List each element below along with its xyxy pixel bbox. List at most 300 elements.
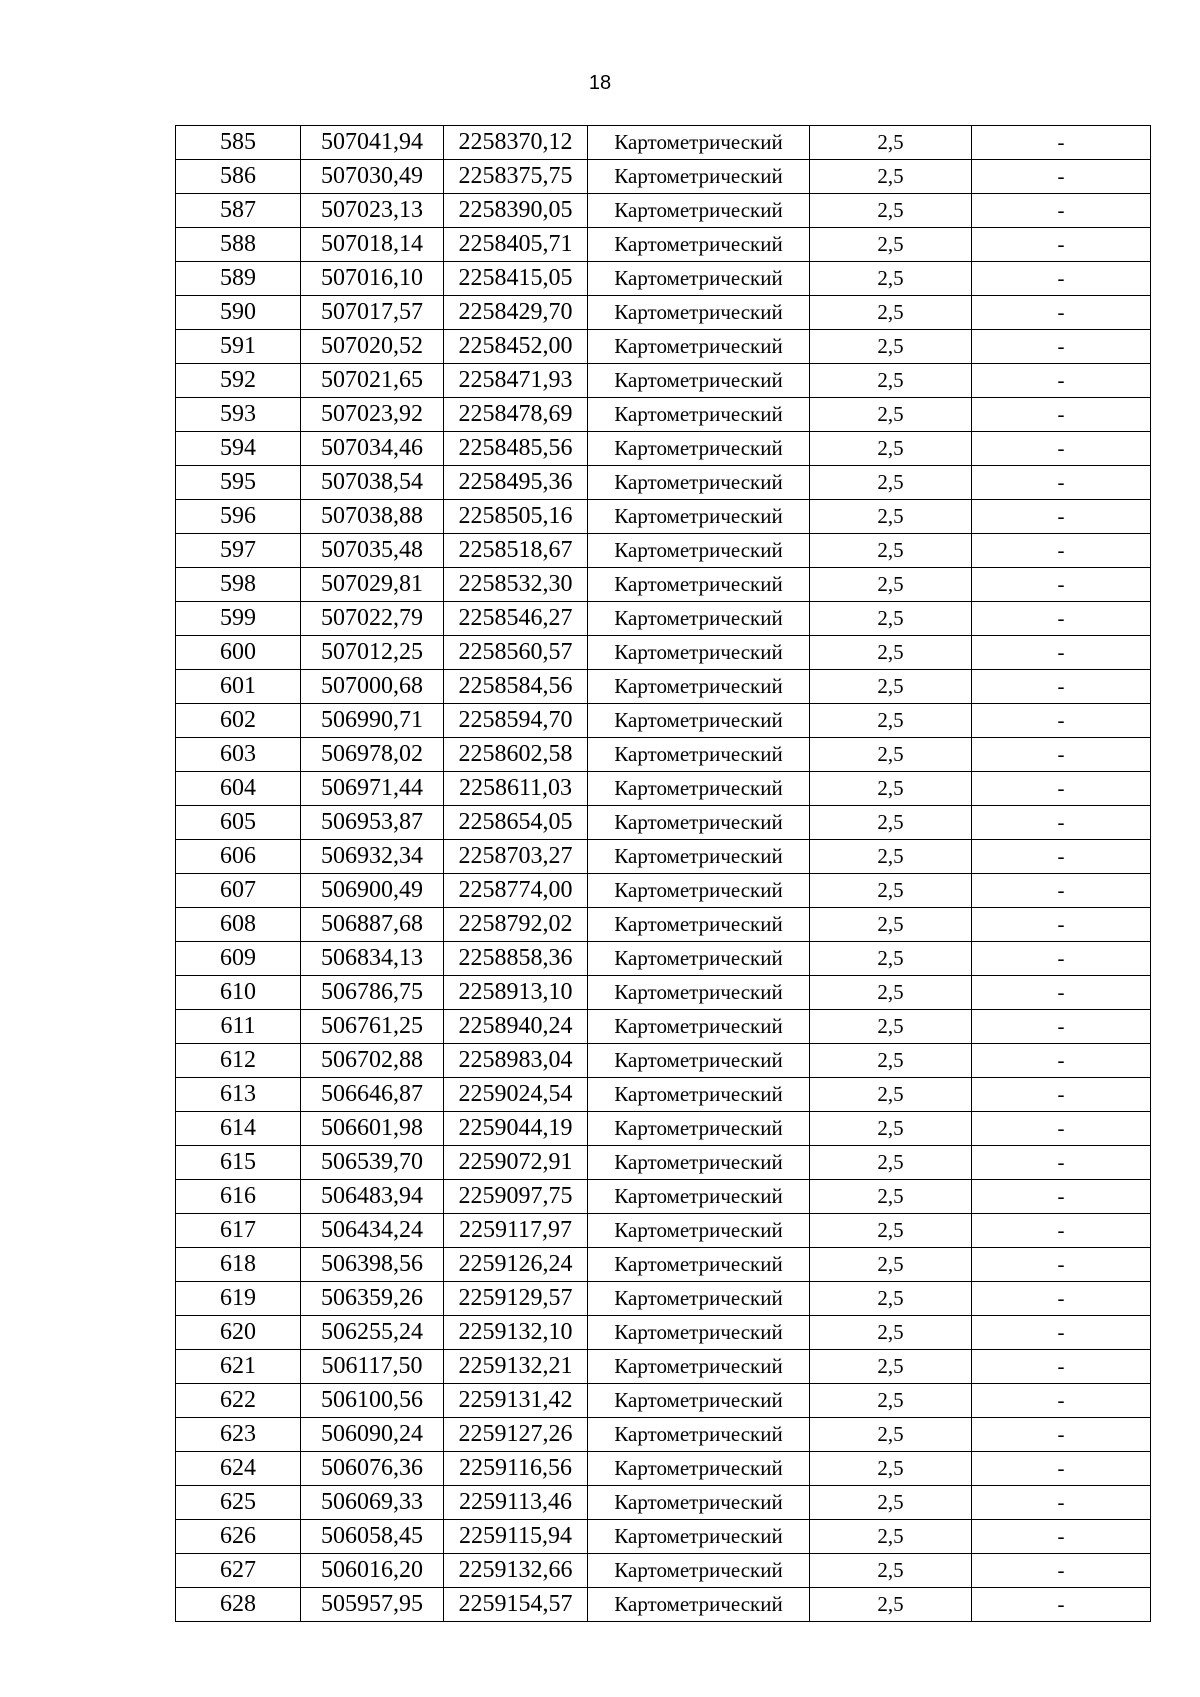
accuracy-cell: 2,5 [810, 500, 972, 534]
point-number-cell: 626 [176, 1520, 301, 1554]
x-coordinate-cell: 507018,14 [301, 228, 444, 262]
note-cell: - [972, 228, 1151, 262]
accuracy-cell: 2,5 [810, 1418, 972, 1452]
table-row [176, 1044, 1151, 1078]
y-coordinate-cell: 2259132,10 [444, 1316, 588, 1350]
method-cell: Картометрический [588, 364, 810, 398]
y-coordinate-cell: 2258703,27 [444, 840, 588, 874]
accuracy-cell: 2,5 [810, 874, 972, 908]
accuracy-cell: 2,5 [810, 364, 972, 398]
table-row [176, 840, 1151, 874]
y-coordinate-cell: 2258774,00 [444, 874, 588, 908]
point-number-cell: 598 [176, 568, 301, 602]
x-coordinate-cell: 506255,24 [301, 1316, 444, 1350]
point-number-cell: 603 [176, 738, 301, 772]
method-cell: Картометрический [588, 1452, 810, 1486]
y-coordinate-cell: 2258654,05 [444, 806, 588, 840]
point-number-cell: 606 [176, 840, 301, 874]
note-cell: - [972, 1146, 1151, 1180]
table-row [176, 1588, 1151, 1622]
table-row [176, 1112, 1151, 1146]
point-number-cell: 613 [176, 1078, 301, 1112]
accuracy-cell: 2,5 [810, 1010, 972, 1044]
page-number: 18 [588, 72, 612, 94]
note-cell: - [972, 1418, 1151, 1452]
y-coordinate-cell: 2259097,75 [444, 1180, 588, 1214]
accuracy-cell: 2,5 [810, 432, 972, 466]
x-coordinate-cell: 507016,10 [301, 262, 444, 296]
point-number-cell: 619 [176, 1282, 301, 1316]
note-cell: - [972, 534, 1151, 568]
note-cell: - [972, 262, 1151, 296]
accuracy-cell: 2,5 [810, 1044, 972, 1078]
note-cell: - [972, 602, 1151, 636]
x-coordinate-cell: 507022,79 [301, 602, 444, 636]
accuracy-cell: 2,5 [810, 704, 972, 738]
table-row [176, 160, 1151, 194]
coordinates-table [175, 125, 1151, 1622]
note-cell: - [972, 1350, 1151, 1384]
x-coordinate-cell: 506953,87 [301, 806, 444, 840]
y-coordinate-cell: 2258532,30 [444, 568, 588, 602]
y-coordinate-cell: 2258792,02 [444, 908, 588, 942]
note-cell: - [972, 364, 1151, 398]
note-cell: - [972, 1214, 1151, 1248]
point-number-cell: 593 [176, 398, 301, 432]
x-coordinate-cell: 507038,54 [301, 466, 444, 500]
note-cell: - [972, 1010, 1151, 1044]
method-cell: Картометрический [588, 126, 810, 160]
point-number-cell: 624 [176, 1452, 301, 1486]
y-coordinate-cell: 2259115,94 [444, 1520, 588, 1554]
x-coordinate-cell: 506016,20 [301, 1554, 444, 1588]
table-row [176, 398, 1151, 432]
note-cell: - [972, 296, 1151, 330]
table-row [176, 534, 1151, 568]
accuracy-cell: 2,5 [810, 398, 972, 432]
accuracy-cell: 2,5 [810, 534, 972, 568]
table-row [176, 500, 1151, 534]
note-cell: - [972, 568, 1151, 602]
y-coordinate-cell: 2259129,57 [444, 1282, 588, 1316]
x-coordinate-cell: 507035,48 [301, 534, 444, 568]
x-coordinate-cell: 506601,98 [301, 1112, 444, 1146]
point-number-cell: 592 [176, 364, 301, 398]
point-number-cell: 610 [176, 976, 301, 1010]
point-number-cell: 602 [176, 704, 301, 738]
method-cell: Картометрический [588, 262, 810, 296]
note-cell: - [972, 1044, 1151, 1078]
table-row [176, 942, 1151, 976]
method-cell: Картометрический [588, 1554, 810, 1588]
note-cell: - [972, 432, 1151, 466]
x-coordinate-cell: 506702,88 [301, 1044, 444, 1078]
table-row [176, 330, 1151, 364]
method-cell: Картометрический [588, 398, 810, 432]
y-coordinate-cell: 2258560,57 [444, 636, 588, 670]
y-coordinate-cell: 2258594,70 [444, 704, 588, 738]
table-row [176, 704, 1151, 738]
accuracy-cell: 2,5 [810, 194, 972, 228]
y-coordinate-cell: 2259117,97 [444, 1214, 588, 1248]
point-number-cell: 615 [176, 1146, 301, 1180]
method-cell: Картометрический [588, 738, 810, 772]
accuracy-cell: 2,5 [810, 602, 972, 636]
method-cell: Картометрический [588, 840, 810, 874]
x-coordinate-cell: 506539,70 [301, 1146, 444, 1180]
accuracy-cell: 2,5 [810, 806, 972, 840]
x-coordinate-cell: 505957,95 [301, 1588, 444, 1622]
point-number-cell: 614 [176, 1112, 301, 1146]
method-cell: Картометрический [588, 1078, 810, 1112]
accuracy-cell: 2,5 [810, 1282, 972, 1316]
x-coordinate-cell: 506359,26 [301, 1282, 444, 1316]
point-number-cell: 599 [176, 602, 301, 636]
method-cell: Картометрический [588, 296, 810, 330]
point-number-cell: 594 [176, 432, 301, 466]
accuracy-cell: 2,5 [810, 1112, 972, 1146]
table-row [176, 568, 1151, 602]
method-cell: Картометрический [588, 636, 810, 670]
point-number-cell: 586 [176, 160, 301, 194]
point-number-cell: 617 [176, 1214, 301, 1248]
x-coordinate-cell: 506786,75 [301, 976, 444, 1010]
table-row [176, 432, 1151, 466]
y-coordinate-cell: 2259127,26 [444, 1418, 588, 1452]
method-cell: Картометрический [588, 1520, 810, 1554]
x-coordinate-cell: 506900,49 [301, 874, 444, 908]
y-coordinate-cell: 2258452,00 [444, 330, 588, 364]
accuracy-cell: 2,5 [810, 976, 972, 1010]
accuracy-cell: 2,5 [810, 228, 972, 262]
y-coordinate-cell: 2258485,56 [444, 432, 588, 466]
accuracy-cell: 2,5 [810, 1486, 972, 1520]
x-coordinate-cell: 506887,68 [301, 908, 444, 942]
accuracy-cell: 2,5 [810, 942, 972, 976]
method-cell: Картометрический [588, 194, 810, 228]
note-cell: - [972, 1180, 1151, 1214]
accuracy-cell: 2,5 [810, 568, 972, 602]
note-cell: - [972, 398, 1151, 432]
accuracy-cell: 2,5 [810, 1316, 972, 1350]
y-coordinate-cell: 2259116,56 [444, 1452, 588, 1486]
table-row [176, 262, 1151, 296]
accuracy-cell: 2,5 [810, 772, 972, 806]
y-coordinate-cell: 2258602,58 [444, 738, 588, 772]
x-coordinate-cell: 507041,94 [301, 126, 444, 160]
note-cell: - [972, 1486, 1151, 1520]
y-coordinate-cell: 2259132,66 [444, 1554, 588, 1588]
method-cell: Картометрический [588, 466, 810, 500]
x-coordinate-cell: 507023,92 [301, 398, 444, 432]
method-cell: Картометрический [588, 1588, 810, 1622]
y-coordinate-cell: 2259044,19 [444, 1112, 588, 1146]
y-coordinate-cell: 2259113,46 [444, 1486, 588, 1520]
table-row [176, 1554, 1151, 1588]
accuracy-cell: 2,5 [810, 1452, 972, 1486]
x-coordinate-cell: 506932,34 [301, 840, 444, 874]
method-cell: Картометрический [588, 1486, 810, 1520]
method-cell: Картометрический [588, 1010, 810, 1044]
note-cell: - [972, 1078, 1151, 1112]
method-cell: Картометрический [588, 1112, 810, 1146]
method-cell: Картометрический [588, 228, 810, 262]
accuracy-cell: 2,5 [810, 1588, 972, 1622]
y-coordinate-cell: 2258611,03 [444, 772, 588, 806]
x-coordinate-cell: 506069,33 [301, 1486, 444, 1520]
note-cell: - [972, 126, 1151, 160]
point-number-cell: 627 [176, 1554, 301, 1588]
accuracy-cell: 2,5 [810, 840, 972, 874]
point-number-cell: 618 [176, 1248, 301, 1282]
accuracy-cell: 2,5 [810, 466, 972, 500]
accuracy-cell: 2,5 [810, 1520, 972, 1554]
x-coordinate-cell: 506117,50 [301, 1350, 444, 1384]
y-coordinate-cell: 2259131,42 [444, 1384, 588, 1418]
x-coordinate-cell: 507038,88 [301, 500, 444, 534]
y-coordinate-cell: 2258370,12 [444, 126, 588, 160]
x-coordinate-cell: 507021,65 [301, 364, 444, 398]
table-row [176, 976, 1151, 1010]
table-row [176, 228, 1151, 262]
accuracy-cell: 2,5 [810, 1214, 972, 1248]
accuracy-cell: 2,5 [810, 262, 972, 296]
point-number-cell: 605 [176, 806, 301, 840]
point-number-cell: 588 [176, 228, 301, 262]
table-row [176, 738, 1151, 772]
method-cell: Картометрический [588, 806, 810, 840]
x-coordinate-cell: 506434,24 [301, 1214, 444, 1248]
table-row [176, 602, 1151, 636]
x-coordinate-cell: 507012,25 [301, 636, 444, 670]
table-row [176, 296, 1151, 330]
table-row [176, 1452, 1151, 1486]
x-coordinate-cell: 506761,25 [301, 1010, 444, 1044]
point-number-cell: 604 [176, 772, 301, 806]
method-cell: Картометрический [588, 160, 810, 194]
accuracy-cell: 2,5 [810, 1384, 972, 1418]
accuracy-cell: 2,5 [810, 1554, 972, 1588]
accuracy-cell: 2,5 [810, 908, 972, 942]
x-coordinate-cell: 507029,81 [301, 568, 444, 602]
method-cell: Картометрический [588, 568, 810, 602]
coordinates-table-body [176, 126, 1151, 1622]
note-cell: - [972, 772, 1151, 806]
table-row [176, 126, 1151, 160]
y-coordinate-cell: 2258913,10 [444, 976, 588, 1010]
x-coordinate-cell: 507017,57 [301, 296, 444, 330]
note-cell: - [972, 840, 1151, 874]
accuracy-cell: 2,5 [810, 126, 972, 160]
x-coordinate-cell: 507020,52 [301, 330, 444, 364]
y-coordinate-cell: 2258405,71 [444, 228, 588, 262]
method-cell: Картометрический [588, 1384, 810, 1418]
accuracy-cell: 2,5 [810, 296, 972, 330]
point-number-cell: 620 [176, 1316, 301, 1350]
y-coordinate-cell: 2258546,27 [444, 602, 588, 636]
method-cell: Картометрический [588, 772, 810, 806]
y-coordinate-cell: 2258584,56 [444, 670, 588, 704]
note-cell: - [972, 500, 1151, 534]
method-cell: Картометрический [588, 704, 810, 738]
note-cell: - [972, 160, 1151, 194]
method-cell: Картометрический [588, 976, 810, 1010]
method-cell: Картометрический [588, 1418, 810, 1452]
method-cell: Картометрический [588, 1214, 810, 1248]
x-coordinate-cell: 506090,24 [301, 1418, 444, 1452]
note-cell: - [972, 1554, 1151, 1588]
y-coordinate-cell: 2258983,04 [444, 1044, 588, 1078]
table-row [176, 1350, 1151, 1384]
accuracy-cell: 2,5 [810, 160, 972, 194]
x-coordinate-cell: 506100,56 [301, 1384, 444, 1418]
point-number-cell: 596 [176, 500, 301, 534]
x-coordinate-cell: 507030,49 [301, 160, 444, 194]
note-cell: - [972, 908, 1151, 942]
note-cell: - [972, 942, 1151, 976]
table-row [176, 1282, 1151, 1316]
point-number-cell: 616 [176, 1180, 301, 1214]
point-number-cell: 597 [176, 534, 301, 568]
table-row [176, 1248, 1151, 1282]
x-coordinate-cell: 507000,68 [301, 670, 444, 704]
note-cell: - [972, 1248, 1151, 1282]
x-coordinate-cell: 507034,46 [301, 432, 444, 466]
note-cell: - [972, 1282, 1151, 1316]
y-coordinate-cell: 2258478,69 [444, 398, 588, 432]
table-row [176, 670, 1151, 704]
table-row [176, 636, 1151, 670]
method-cell: Картометрический [588, 330, 810, 364]
accuracy-cell: 2,5 [810, 636, 972, 670]
y-coordinate-cell: 2258429,70 [444, 296, 588, 330]
method-cell: Картометрический [588, 1180, 810, 1214]
table-row [176, 1418, 1151, 1452]
method-cell: Картометрический [588, 534, 810, 568]
point-number-cell: 625 [176, 1486, 301, 1520]
note-cell: - [972, 1112, 1151, 1146]
x-coordinate-cell: 506076,36 [301, 1452, 444, 1486]
table-row [176, 1146, 1151, 1180]
table-row [176, 1520, 1151, 1554]
point-number-cell: 628 [176, 1588, 301, 1622]
point-number-cell: 590 [176, 296, 301, 330]
method-cell: Картометрический [588, 432, 810, 466]
x-coordinate-cell: 506058,45 [301, 1520, 444, 1554]
accuracy-cell: 2,5 [810, 1146, 972, 1180]
point-number-cell: 609 [176, 942, 301, 976]
table-row [176, 194, 1151, 228]
note-cell: - [972, 738, 1151, 772]
accuracy-cell: 2,5 [810, 738, 972, 772]
point-number-cell: 591 [176, 330, 301, 364]
table-row [176, 1486, 1151, 1520]
y-coordinate-cell: 2258505,16 [444, 500, 588, 534]
method-cell: Картометрический [588, 874, 810, 908]
accuracy-cell: 2,5 [810, 1078, 972, 1112]
point-number-cell: 621 [176, 1350, 301, 1384]
point-number-cell: 622 [176, 1384, 301, 1418]
method-cell: Картометрический [588, 602, 810, 636]
table-row [176, 1214, 1151, 1248]
table-row [176, 364, 1151, 398]
y-coordinate-cell: 2259132,21 [444, 1350, 588, 1384]
note-cell: - [972, 1316, 1151, 1350]
y-coordinate-cell: 2258375,75 [444, 160, 588, 194]
point-number-cell: 595 [176, 466, 301, 500]
y-coordinate-cell: 2259126,24 [444, 1248, 588, 1282]
method-cell: Картометрический [588, 908, 810, 942]
x-coordinate-cell: 506398,56 [301, 1248, 444, 1282]
note-cell: - [972, 466, 1151, 500]
y-coordinate-cell: 2259024,54 [444, 1078, 588, 1112]
note-cell: - [972, 1588, 1151, 1622]
x-coordinate-cell: 506646,87 [301, 1078, 444, 1112]
point-number-cell: 623 [176, 1418, 301, 1452]
note-cell: - [972, 1384, 1151, 1418]
note-cell: - [972, 1452, 1151, 1486]
y-coordinate-cell: 2258390,05 [444, 194, 588, 228]
accuracy-cell: 2,5 [810, 1350, 972, 1384]
point-number-cell: 612 [176, 1044, 301, 1078]
point-number-cell: 601 [176, 670, 301, 704]
accuracy-cell: 2,5 [810, 330, 972, 364]
note-cell: - [972, 670, 1151, 704]
note-cell: - [972, 806, 1151, 840]
method-cell: Картометрический [588, 1282, 810, 1316]
y-coordinate-cell: 2259072,91 [444, 1146, 588, 1180]
table-row [176, 1384, 1151, 1418]
table-row [176, 772, 1151, 806]
y-coordinate-cell: 2258858,36 [444, 942, 588, 976]
point-number-cell: 589 [176, 262, 301, 296]
accuracy-cell: 2,5 [810, 1180, 972, 1214]
y-coordinate-cell: 2258495,36 [444, 466, 588, 500]
method-cell: Картометрический [588, 1146, 810, 1180]
note-cell: - [972, 874, 1151, 908]
y-coordinate-cell: 2259154,57 [444, 1588, 588, 1622]
note-cell: - [972, 636, 1151, 670]
note-cell: - [972, 976, 1151, 1010]
note-cell: - [972, 1520, 1151, 1554]
note-cell: - [972, 330, 1151, 364]
table-row [176, 1078, 1151, 1112]
x-coordinate-cell: 506978,02 [301, 738, 444, 772]
x-coordinate-cell: 506971,44 [301, 772, 444, 806]
table-row [176, 1180, 1151, 1214]
note-cell: - [972, 704, 1151, 738]
note-cell: - [972, 194, 1151, 228]
point-number-cell: 587 [176, 194, 301, 228]
method-cell: Картометрический [588, 1316, 810, 1350]
method-cell: Картометрический [588, 670, 810, 704]
accuracy-cell: 2,5 [810, 670, 972, 704]
point-number-cell: 608 [176, 908, 301, 942]
point-number-cell: 611 [176, 1010, 301, 1044]
method-cell: Картометрический [588, 1044, 810, 1078]
table-row [176, 1010, 1151, 1044]
table-row [176, 908, 1151, 942]
y-coordinate-cell: 2258415,05 [444, 262, 588, 296]
table-row [176, 466, 1151, 500]
y-coordinate-cell: 2258471,93 [444, 364, 588, 398]
table-row [176, 1316, 1151, 1350]
x-coordinate-cell: 506483,94 [301, 1180, 444, 1214]
method-cell: Картометрический [588, 1248, 810, 1282]
x-coordinate-cell: 506990,71 [301, 704, 444, 738]
table-row [176, 806, 1151, 840]
point-number-cell: 585 [176, 126, 301, 160]
